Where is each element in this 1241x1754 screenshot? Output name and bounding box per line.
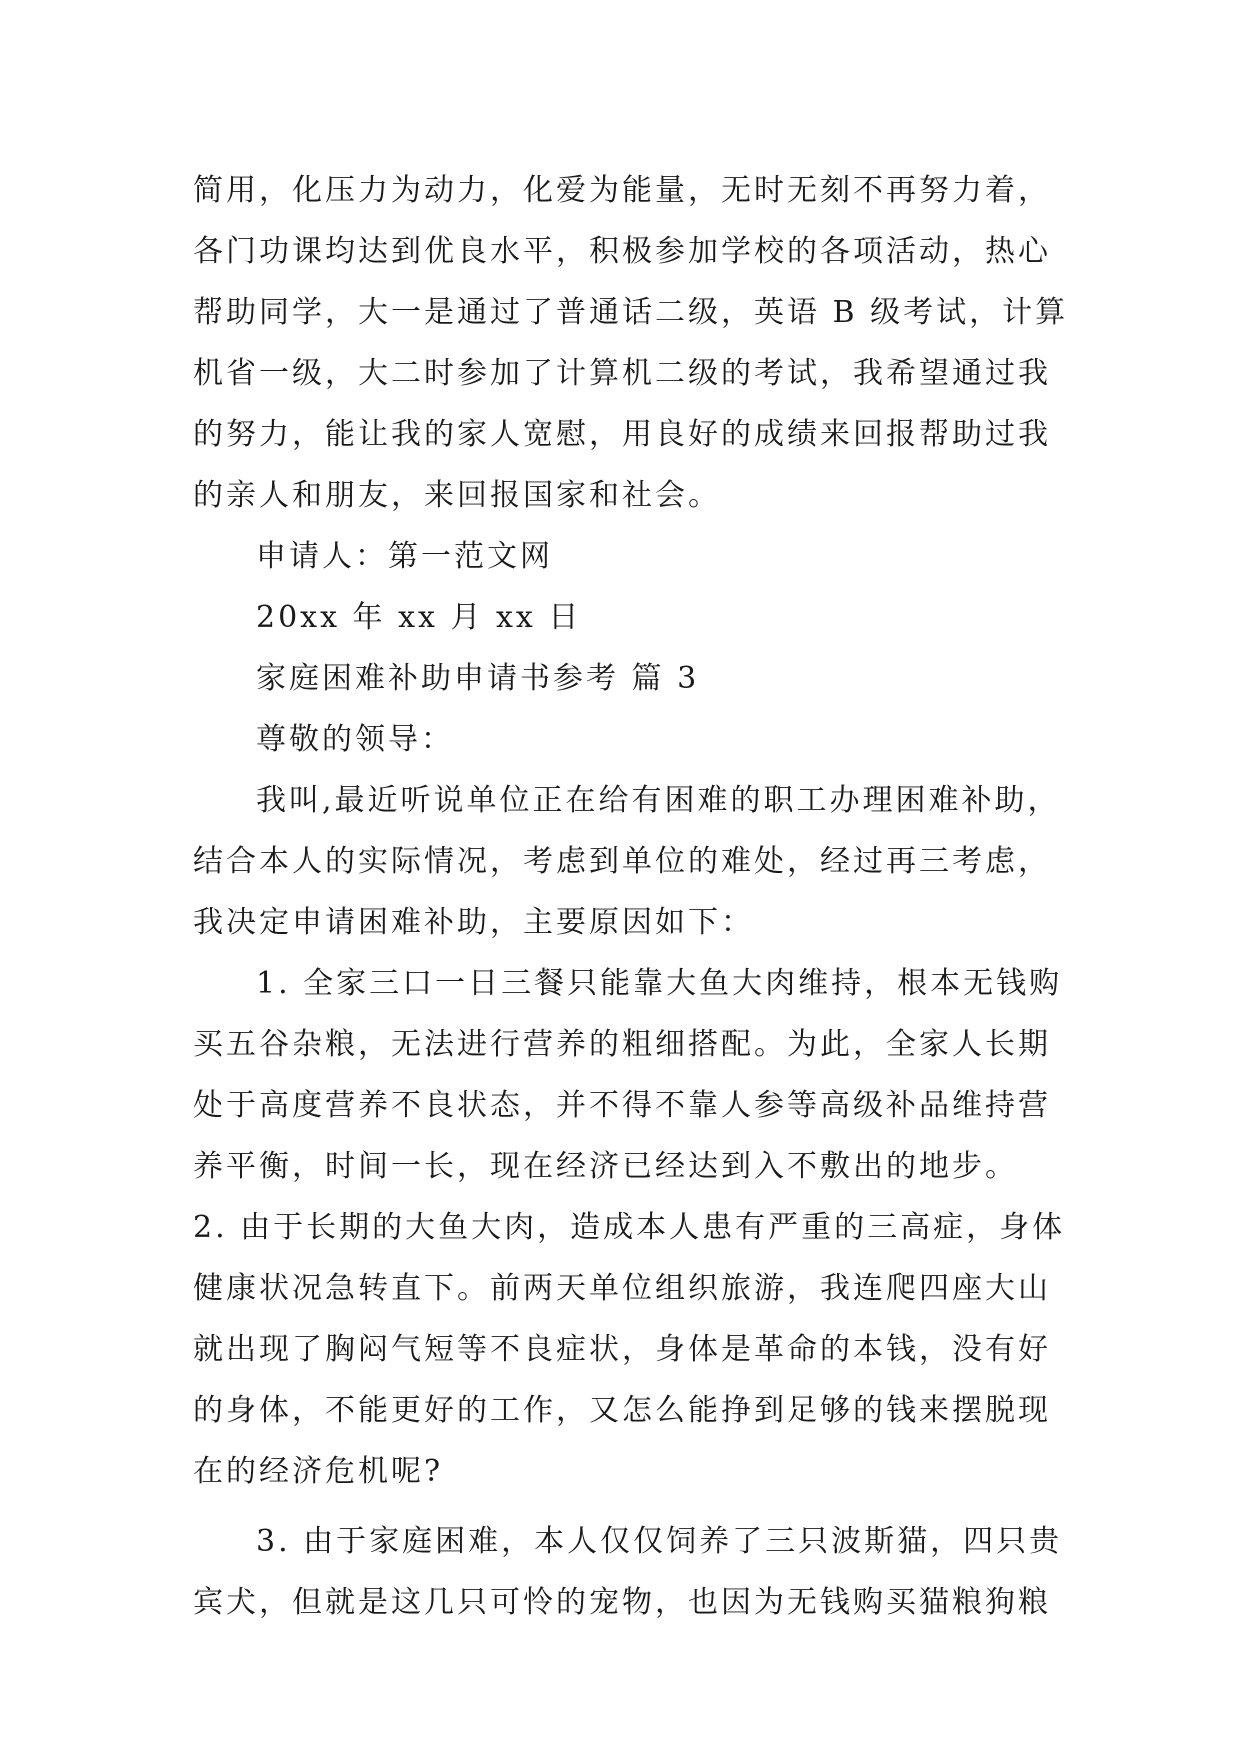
- applicant-line: 申请人：第一范文网: [256, 539, 553, 574]
- list-item-line: 处于高度营养不良状态，并不得不靠人参等高级补品维持营: [193, 1088, 1051, 1123]
- paragraph-line: 简用，化压力为动力，化爱为能量，无时无刻不再努力着，: [193, 173, 1051, 208]
- list-item-line: 的身体，不能更好的工作，又怎么能挣到足够的钱来摆脱现: [193, 1393, 1051, 1428]
- date-line: 20xx 年 xx 月 xx 日: [256, 600, 582, 635]
- list-item-line: 就出现了胸闷气短等不良症状，身体是革命的本钱，没有好: [193, 1332, 1051, 1367]
- list-item-line: 宾犬，但就是这几只可怜的宠物，也因为无钱购买猫粮狗粮: [193, 1585, 1051, 1620]
- paragraph-line: 结合本人的实际情况，考虑到单位的难处，经过再三考虑，: [193, 844, 1051, 879]
- list-item-line: 在的经济危机呢?: [193, 1454, 444, 1489]
- list-item-line: 1. 全家三口一日三餐只能靠大鱼大肉维持，根本无钱购: [256, 966, 1063, 1001]
- paragraph-line: 的亲人和朋友，来回报国家和社会。: [193, 478, 721, 513]
- section-heading: 家庭困难补助申请书参考 篇 3: [256, 661, 700, 696]
- salutation: 尊敬的领导：: [256, 722, 454, 757]
- paragraph-line: 我叫,最近听说单位正在给有困难的职工办理困难补助，: [256, 783, 1061, 818]
- list-item-line: 健康状况急转直下。前两天单位组织旅游，我连爬四座大山: [193, 1271, 1051, 1306]
- paragraph-line: 的努力，能让我的家人宽慰，用良好的成绩来回报帮助过我: [193, 417, 1051, 452]
- paragraph-line: 我决定申请困难补助，主要原因如下：: [193, 905, 754, 940]
- list-item-line: 买五谷杂粮，无法进行营养的粗细搭配。为此，全家人长期: [193, 1027, 1051, 1062]
- paragraph-line: 帮助同学，大一是通过了普通话二级，英语 B 级考试，计算: [193, 295, 1069, 330]
- document-body: [193, 160, 1073, 1633]
- list-item-line: 2. 由于长期的大鱼大肉，造成本人患有严重的三高症，身体: [193, 1210, 1066, 1245]
- paragraph-line: 机省一级，大二时参加了计算机二级的考试，我希望通过我: [193, 356, 1051, 391]
- list-item-line: 养平衡，时间一长，现在经济已经达到入不敷出的地步。: [193, 1149, 1018, 1184]
- list-item-line: 3. 由于家庭困难，本人仅仅饲养了三只波斯猫，四只贵: [256, 1524, 1063, 1559]
- paragraph-line: 各门功课均达到优良水平，积极参加学校的各项活动，热心: [193, 234, 1051, 269]
